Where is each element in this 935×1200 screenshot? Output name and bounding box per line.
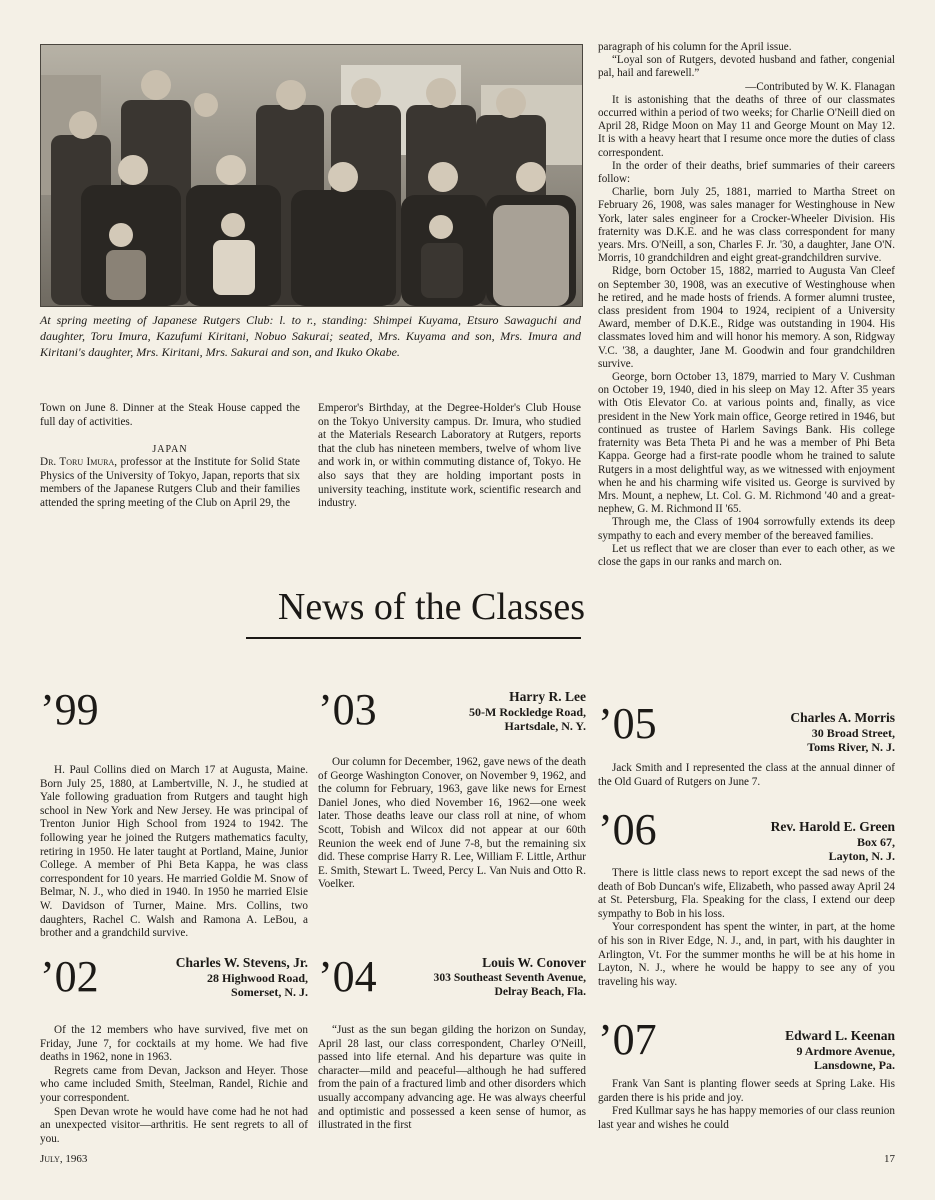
class-03-address-1: 50-M Rockledge Road, — [469, 704, 586, 719]
right-column-text — [598, 41, 895, 569]
page-number: 17 — [884, 1153, 895, 1165]
class-02-para-3: Spen Devan wrote he would have come had he not had an unexpected visitor—arthritis. He sent regrets to all of you. — [40, 1105, 308, 1145]
heading-rule — [246, 637, 581, 639]
class-04-para: “Just as the sun began gilding the horizon on Sunday, April 28 last, our class correspondent, Charley O'Neill, passed into life eternal. And his departure was quite in character—mild and peaceful—although he had suffered from the pain of a fractured limb and other disorders which usually accompany advancing age. He was always cheerful and optimistic and possessed a keen sense of humor, as illustrated in the first — [318, 1024, 586, 1132]
class-03-para: Our column for December, 1962, gave news of the death of George Washington Conover, on November 9, 1962, and the column for February, 1963, gave like news for Ernest Daniel Jones, who died November 16, 1962—one week later. Those deaths leave our class roll at nine, of whom Scott, Tobish and Wilcox did not appear at our 60th Reunion the week end of June 7-8, but the remaining six did. These comprise Harry R. Lee, William F. Little, Arthur E. Smith, Stewart L. Tweed, Percy L. Van Nuis and Otto R. Voelker. — [318, 756, 586, 891]
right-para-5: Charlie, born July 25, 1881, married to Martha Street on February 26, 1908, was sales manager for Westinghouse in New York, later sales engineer for a Crocker-Wheeler Division. His fraternity was D.K.E. and he was class correspondent for many years. Mrs. O'Neill, a son, Charles F. Jr. '30, a daughter, Jane O'N. Morris, 10 grandchildren and eight great-grandchildren survive. — [598, 186, 895, 265]
class-99-year: ’99 — [40, 685, 99, 734]
right-para-0: paragraph of his column for the April issue. — [598, 41, 792, 53]
footer-date: July, 1963 — [40, 1153, 88, 1165]
class-06-name: Rev. Harold E. Green — [770, 819, 895, 834]
right-para-6: Ridge, born October 15, 1882, married to Augusta Van Cleef on September 30, 1908, was an executive of Westinghouse when he retired, and he made hosts of friends. A former alumni trustee, class president from 1904 to 1924, recipient of a University Award, member of D.K.E., Ridge was outstanding in 1904. His classmates loved him and will honor his memory. A son, Ridgway V.C. '38, a daughter, Jane M. Goodwin and four grandchildren survive. — [598, 265, 895, 370]
japan-column-2 — [318, 402, 581, 511]
class-02-correspondent — [120, 956, 308, 1000]
class-03-text — [318, 756, 586, 892]
class-07-name: Edward L. Keenan — [785, 1028, 895, 1043]
class-03-name: Harry R. Lee — [509, 689, 586, 704]
class-99-text — [40, 764, 308, 941]
right-para-1: “Loyal son of Rutgers, devoted husband and father, congenial pal, hail and farewell.” — [598, 54, 895, 80]
class-06-para-1: There is little class news to report except the sad news of the death of Bob Duncan's wife, Elizabeth, who passed away April 24 at St. Petersburg, Fla. Speaking for the class, I extend our deep sympathy to Bob in his loss. — [598, 867, 895, 920]
class-07-text — [598, 1078, 895, 1132]
japan-column-1 — [40, 402, 300, 511]
class-02-address-2: Somerset, N. J. — [231, 985, 308, 999]
class-06-address-1: Box 67, — [856, 834, 895, 849]
class-05-text — [598, 762, 895, 789]
class-03-address-2: Hartsdale, N. Y. — [504, 719, 586, 733]
class-02-para-2: Regrets came from Devan, Jackson and Heyer. Those who came included Smith, Steelman, Randel, Richie and your correspondent. — [40, 1064, 308, 1104]
class-07-para-1: Frank Van Sant is planting flower seeds at Spring Lake. His garden there is his pride and joy. — [598, 1078, 895, 1104]
class-04-address-2: Delray Beach, Fla. — [494, 985, 586, 998]
section-heading: News of the Classes — [277, 586, 585, 628]
class-06-para-2: Your correspondent has spent the winter, in part, at the home of his son in River Edge, N. J., and, in part, with his daughter in Arlington, Vt. For the summer months he will be at his home in Layton, N. J., where he would be happy to see any of you traveling his way. — [598, 921, 895, 988]
group-photo-illustration — [41, 45, 582, 306]
class-07-correspondent — [680, 1029, 895, 1073]
right-para-4: In the order of their deaths, brief summaries of their careers follow: — [598, 159, 895, 186]
class-04-address-1: 303 Southeast Seventh Avenue, — [433, 970, 586, 984]
right-para-7: George, born October 13, 1879, married to Mary V. Cushman on October 19, 1940, died in his sleep on May 12. After 35 years with Otis Elevator Co. at various points and, finally, as vice president in the New York main office, George retired in 1946, but continued as trustee of Harlem Savings Bank. His college fraternity was Beta Theta Pi and he was a member of Phi Beta Kappa. George had a first-rate poodle whom he trained to salute Rutgers in a most delightful way, as we witnessed with enjoyment when he and his charming wife visited us. George is survived by Mrs. Mount, a nephew, Lt. Col. G. M. Richmond '40 and a great-nephew, G. M. Richmond II '65. — [598, 371, 895, 516]
right-para-2: —Contributed by W. K. Flanagan — [745, 80, 895, 93]
class-05-name: Charles A. Morris — [790, 710, 895, 725]
class-07-para-2: Fred Kullmar says he has happy memories of our class reunion last year and wishes he could — [598, 1105, 895, 1131]
class-04-name: Louis W. Conover — [482, 955, 586, 970]
class-04-year: ’04 — [318, 952, 377, 1001]
japan-text-body: professor at the Institute for Solid State Physics of the University of Tokyo, Japan, reports that six members of the Japanese Rutgers Club and their families attended the spring meeting of the Club on April 29, the — [40, 456, 300, 509]
japan-author: Dr. Toru Imura, — [40, 456, 118, 469]
japan-text-top: Town on June 8. Dinner at the Steak House capped the full day of activities. — [40, 402, 300, 428]
class-05-year: ’05 — [598, 699, 657, 748]
class-05-para: Jack Smith and I represented the class at the annual dinner of the Old Guard of Rutgers on June 7. — [598, 762, 895, 788]
class-99-para: H. Paul Collins died on March 17 at Augusta, Maine. Born July 25, 1880, at Lambertville, N. J., he studied at Yale following graduation from Rutgers and taught high school in New York and New Jersey. He was principal of Trenton Junior High School from 1924 to 1942. The following year he joined the Rutgers mathematics faculty, retiring in 1950. He later taught at Portland, Maine, Junior College. A member of Phi Beta Kappa, he was class correspondent for 10 years. He married Goldie M. Snow of Belmar, N. J., who died in 1940. In 1950 he married Elsie W. Davidson of Turner, Maine. Mrs. Collins, two daughters, Rachel C. Walsh and Ramona A. LeBou, a brother and a grandchild survive. — [40, 764, 308, 940]
class-02-year: ’02 — [40, 952, 99, 1001]
class-04-correspondent — [398, 956, 586, 1000]
class-03-correspondent — [398, 690, 586, 734]
class-05-address-1: 30 Broad Street, — [811, 725, 895, 740]
class-06-address-2: Layton, N. J. — [828, 849, 895, 863]
right-para-3: It is astonishing that the deaths of three of our classmates occurred within a period of two weeks; for Charlie O'Neill died on April 28, Ridge Moon on May 11 and George Mount on May 12. It is with a heavy heart that I resume once more the duties of class correspondent. — [598, 93, 895, 159]
group-photo — [40, 44, 583, 307]
class-06-year: ’06 — [598, 805, 657, 854]
class-06-correspondent — [680, 820, 895, 864]
class-04-text — [318, 1024, 586, 1133]
photo-caption: At spring meeting of Japanese Rutgers Club: l. to r., standing: Shimpei Kuyama, Etsuro Sawaguchi and daughter, Toru Imura, Kazufumi Kiritani, Nobuo Sakurai; seated, Mrs. Kuyama and son, Mrs. Imura and Kiritani's daughter, Mrs. Kiritani, Mrs. Sakurai and son, and Ikuko Okabe. — [40, 313, 581, 359]
class-07-year: ’07 — [598, 1015, 657, 1064]
class-05-correspondent — [680, 711, 895, 755]
japan-heading: JAPAN — [152, 444, 188, 456]
japan-text-continued: Emperor's Birthday, at the Degree-Holder's Club House on the Tokyo University campus. Dr. Imura, who studied at the Materials Research Laboratory at Rutgers, reports that the club has nineteen members, twelve of whom live and work in, or within commuting distance of, Tokyo. He also says that they are holding important posts in university teaching, institute work, scientific research and industry. — [318, 402, 581, 510]
class-02-name: Charles W. Stevens, Jr. — [175, 955, 308, 970]
class-07-address-1: 9 Ardmore Avenue, — [796, 1043, 895, 1058]
class-02-address-1: 28 Highwood Road, — [206, 970, 308, 985]
class-02-para-1: Of the 12 members who have survived, five met on Friday, June 7, for cocktails at my home. We had five deaths in 1962, none in 1963. — [40, 1024, 308, 1064]
class-05-address-2: Toms River, N. J. — [807, 740, 895, 754]
class-06-text — [598, 867, 895, 989]
class-07-address-2: Lansdowne, Pa. — [813, 1058, 895, 1072]
class-03-year: ’03 — [318, 685, 377, 734]
right-para-9: Let us reflect that we are closer than ever to each other, as we close the gaps in our ranks and march on. — [598, 542, 895, 568]
class-02-text — [40, 1024, 308, 1146]
right-para-8: Through me, the Class of 1904 sorrowfully extends its deep sympathy to each and every member of the bereaved families. — [598, 516, 895, 542]
